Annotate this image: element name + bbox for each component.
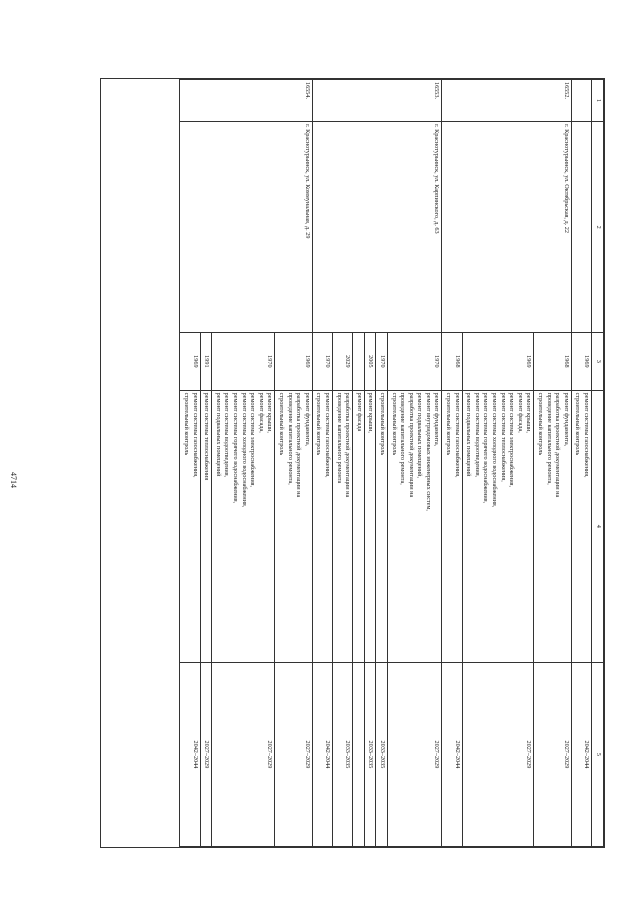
period-cell: 2033–2035 (376, 662, 388, 846)
year-cell: 2029 (332, 333, 352, 391)
repair-schedule-table (179, 79, 604, 847)
period-cell: 2027–2029 (275, 662, 312, 846)
work-type-line: ремонт фасада (355, 392, 363, 432)
period-cell: 2033–2035 (332, 662, 352, 846)
building-address (571, 122, 591, 333)
work-type-line: ремонт фундамента, (562, 392, 570, 447)
row-number (571, 80, 591, 122)
period-cell: 2027–2029 (212, 662, 275, 846)
year-cell: 1969 (462, 333, 534, 391)
period-cell: 2027–2029 (387, 662, 442, 846)
page-number: 4714 (9, 472, 18, 488)
year-cell: 1970 (312, 333, 332, 391)
work-type-line: ремонт системы водоотведения, (473, 392, 481, 478)
work-type-cell (442, 390, 462, 662)
work-type-line: ремонт системы холодного водоснабжения, (240, 392, 248, 508)
repair-schedule-table-frame (100, 78, 605, 848)
work-type-line: ремонт системы газоснабжения, (583, 392, 590, 478)
row-number: 16554. (180, 80, 312, 122)
work-type-cell (534, 390, 571, 662)
year-cell: 1991 (200, 333, 212, 391)
work-type-line: проведение капитального ремонта (335, 392, 343, 484)
work-type-line: проведение капитального ремонта, (399, 392, 407, 485)
work-type-line: ремонт системы газоснабжения, (453, 392, 461, 478)
year-cell: 2005 (364, 333, 376, 391)
work-type-line: ремонт системы горячего водоснабжения, (482, 392, 490, 504)
work-type-line: ремонт системы теплоснабжения, (499, 392, 507, 482)
work-type-line: ремонт крыши, (525, 392, 533, 433)
period-cell: 2042–2044 (571, 662, 591, 846)
table-row (534, 80, 571, 847)
work-type-line: ремонт системы электроснабжения, (508, 392, 516, 488)
work-type-line: строительный контроль (183, 392, 191, 456)
year-cell: 1970 (212, 333, 275, 391)
work-type-line: строительный контроль (378, 392, 386, 456)
work-type-line: строительный контроль (390, 392, 398, 456)
work-type-line: разработка проектной документации на (407, 392, 415, 498)
header-col-5: 5 (592, 662, 604, 846)
work-type-line: ремонт внутридомовых инженерных систем, (424, 392, 432, 511)
work-type-line: ремонт крыши, (367, 392, 375, 433)
work-type-cell (275, 390, 312, 662)
work-type-cell (180, 390, 200, 662)
header-col-2: 2 (592, 122, 604, 333)
period-cell: 2027–2029 (200, 662, 212, 846)
period-cell: 2042–2044 (180, 662, 200, 846)
work-type-cell (353, 390, 365, 662)
work-type-cell (332, 390, 352, 662)
period-cell: 2027–2029 (462, 662, 534, 846)
work-type-cell (376, 390, 388, 662)
header-row (592, 80, 604, 847)
work-type-line: ремонт системы теплоснабжения (203, 392, 211, 481)
work-type-line: ремонт фасада, (257, 392, 265, 433)
work-type-line: ремонт подвальных помещений (465, 392, 473, 477)
year-cell: 1969 (571, 333, 591, 391)
table-body (180, 80, 592, 847)
period-cell: 2033–2035 (364, 662, 376, 846)
work-type-cell (462, 390, 534, 662)
header-col-4: 4 (592, 390, 604, 662)
work-type-line: ремонт фундамента, (433, 392, 441, 447)
work-type-line: разработка проектной документации на (295, 392, 303, 498)
header-col-1: 1 (592, 80, 604, 122)
table-row (571, 80, 591, 847)
work-type-line: ремонт подвальных помещений, (416, 392, 424, 478)
work-type-line: строительный контроль (537, 392, 545, 456)
work-type-line: ремонт фундамента, (303, 392, 311, 447)
work-type-line: строительный контроль (278, 392, 285, 456)
year-cell: 1970 (387, 333, 442, 391)
period-cell (353, 662, 365, 846)
year-cell (353, 333, 365, 391)
year-cell: 1968 (534, 333, 571, 391)
work-type-line: разработка проектной документации на (344, 392, 352, 498)
year-cell: 1969 (180, 333, 200, 391)
period-cell: 2042–2044 (312, 662, 332, 846)
work-type-line: строительный контроль (315, 392, 323, 456)
work-type-cell (387, 390, 442, 662)
work-type-line: ремонт системы газоснабжения, (191, 392, 199, 478)
work-type-line: разработка проектной документации на (554, 392, 562, 498)
building-address: г. Краснотурьинск, ул. Коммунальная, д. 29 (180, 122, 312, 333)
building-address: г. Краснотурьинск, ул. Октябрьская, д. 22 (442, 122, 571, 333)
work-type-line: ремонт системы водоотведения, (223, 392, 231, 478)
work-type-cell (200, 390, 212, 662)
work-type-line: строительный контроль (445, 392, 453, 456)
header-col-3: 3 (592, 333, 604, 391)
table-row (275, 80, 312, 847)
year-cell: 1968 (442, 333, 462, 391)
row-number: 16553. (312, 80, 442, 122)
work-type-line: проведение капитального ремонта, (545, 392, 553, 485)
row-number: 16552. (442, 80, 571, 122)
work-type-line: ремонт подвальных помещений (214, 392, 222, 477)
work-type-line: ремонт системы горячего водоснабжения, (232, 392, 240, 504)
year-cell: 1970 (376, 333, 388, 391)
period-cell: 2027–2029 (534, 662, 571, 846)
work-type-cell (571, 390, 591, 662)
work-type-line: ремонт крыши, (266, 392, 274, 433)
period-cell: 2042–2044 (442, 662, 462, 846)
work-type-cell (364, 390, 376, 662)
building-address: г. Краснотурьинск, ул. Карпинского, д. 63 (312, 122, 442, 333)
work-type-line: ремонт системы холодного водоснабжения, (491, 392, 499, 508)
work-type-line: ремонт фасада, (516, 392, 524, 433)
year-cell: 1969 (275, 333, 312, 391)
work-type-cell (312, 390, 332, 662)
work-type-line: ремонт системы газоснабжения, (323, 392, 331, 478)
work-type-line: строительный контроль (574, 392, 582, 456)
work-type-line: проведение капитального ремонта, (286, 392, 294, 485)
work-type-cell (212, 390, 275, 662)
work-type-line: ремонт системы электроснабжения, (249, 392, 257, 488)
table-row (387, 80, 442, 847)
